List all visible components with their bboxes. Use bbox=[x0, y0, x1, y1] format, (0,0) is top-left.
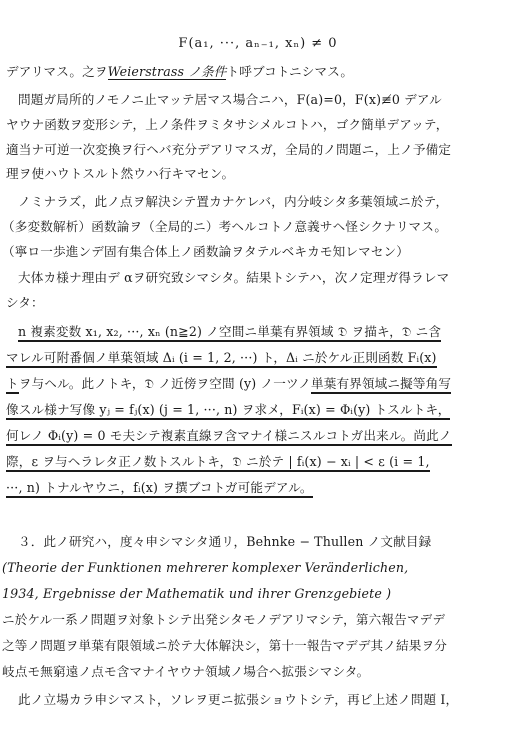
text-segment: 問題ガ局所的ノモノニ止マッテ居マス場合ニハ，F(a)=0，F(x)≢0 デアル bbox=[18, 92, 442, 107]
theorem-text: 際，ε ヲ与ヘラレタ正ノ数トスルトキ，𝔇 ニ於テ | fᵢ(x) − xᵢ | < ε (i = 1, bbox=[6, 454, 430, 472]
text-line bbox=[0, 162, 516, 186]
formula-text: F(a₁, ···, aₙ₋₁, xₙ) ≠ 0 bbox=[178, 36, 338, 51]
text-line bbox=[0, 660, 516, 684]
text-segment: ノミナラズ，此ノ点ヲ解決シテ置カナケレバ，内分岐シタ多葉領域ニ於テ， bbox=[18, 194, 449, 209]
formula-line bbox=[0, 32, 516, 56]
theorem-line bbox=[0, 372, 516, 396]
theorem-line bbox=[0, 450, 516, 474]
theorem-text: マレル可附番個ノ単葉領域 Δᵢ (i = 1, 2, ···) ト，Δᵢ ニ於ケル正則函数 Fᵢ(x) bbox=[6, 350, 437, 368]
text-line bbox=[0, 190, 516, 214]
text-line bbox=[0, 608, 516, 632]
theorem-line bbox=[0, 398, 516, 422]
text-line bbox=[0, 688, 516, 712]
text-segment: 大体カ様ナ理由デ αヲ研究致シマシタ。結果トシテハ，次ノ定理ガ得ラレマ bbox=[18, 270, 450, 285]
text-segment: 岐点モ無窮遠ノ点モ含マナイヤウナ領域ノ場合ヘ拡張シマシタ。 bbox=[2, 664, 370, 679]
text-line bbox=[0, 60, 516, 84]
text-segment: ３．此ノ研究ハ，度々申シマシタ通リ，Behnke − Thullen ノ文献目録 bbox=[18, 534, 432, 549]
text-segment: 之等ノ問題ヲ単葉有限領域ニ於テ大体解決シ，第十一報告マデデ其ノ結果ヲ分 bbox=[2, 638, 448, 653]
text-line bbox=[0, 634, 516, 658]
text-line bbox=[0, 88, 516, 112]
text-segment: 理ヲ使ハウトスルト然ウハ行キマセン。 bbox=[6, 166, 235, 181]
text-line bbox=[0, 138, 516, 162]
text-line bbox=[0, 215, 516, 239]
text-line bbox=[0, 291, 516, 315]
text-line bbox=[0, 530, 516, 554]
theorem-text: 単葉有界領域ニ擬等角写 bbox=[311, 376, 451, 394]
theorem-text: ···, n) トナルヤウニ，fᵢ(x) ヲ撰ブコトガ可能デアル。 bbox=[6, 480, 313, 498]
theorem-text: ヲ与ヘル。此ノトキ，𝔇 ノ近傍ヲ空間 (y) ノ一ツノ bbox=[18, 376, 311, 391]
text-line bbox=[0, 113, 516, 137]
theorem-text: 像スル様ナ写像 yⱼ = fⱼ(x) (j = 1, ···, n) ヲ求メ，Fᵢ(x) = Φᵢ(y) トスルトキ， bbox=[6, 402, 450, 420]
text-segment: ト呼ブコトニシマス。 bbox=[226, 64, 354, 79]
reference-text: 1934, Ergebnisse der Mathematik und ihrer Grenzgebiete ) bbox=[2, 586, 392, 601]
text-segment: デアリマス。之ヲ bbox=[6, 64, 108, 79]
theorem-text: 何レノ Φᵢ(y) = 0 モ夫シテ複素直線ヲ含マナイ様ニスルコトガ出来ル。尚此ノ bbox=[6, 428, 452, 446]
underlined-term: Weierstrass ノ条件 bbox=[107, 64, 227, 79]
text-line bbox=[0, 582, 516, 606]
theorem-line bbox=[0, 424, 516, 448]
theorem-line bbox=[0, 320, 516, 344]
text-segment: ニ於ケル一系ノ問題ヲ対象トシテ出発シタモノデアリマシテ，第六報告マデデ bbox=[2, 612, 446, 627]
text-segment: （多変数解析）函数論ヲ（全局的ニ）考ヘルコトノ意義サヘ怪シクナリマス。 bbox=[2, 219, 448, 234]
text-segment: シタ： bbox=[6, 295, 44, 310]
text-line bbox=[0, 556, 516, 580]
text-line bbox=[0, 240, 516, 264]
text-line bbox=[0, 266, 516, 290]
text-segment: （寧ロ一歩進ンデ固有集合体上ノ函数論ヲタテルベキカモ知レマセン） bbox=[2, 244, 410, 259]
reference-text: (Theorie der Funktionen mehrerer komplexer Veränderlichen, bbox=[2, 560, 409, 575]
theorem-line bbox=[0, 346, 516, 370]
theorem-text: n 複素変数 x₁, x₂, ···, xₙ (n≧2) ノ空間ニ単葉有界領域 𝔇 ヲ描キ，𝔇 ニ含 bbox=[18, 324, 441, 342]
text-segment: 適当ナ可逆一次変換ヲ行ヘバ充分デアリマスガ，全局的ノ問題ニ，上ノ予備定 bbox=[6, 142, 452, 157]
text-segment: 此ノ立場カラ申シマスト，ソレヲ更ニ拡張ショウトシテ，再ビ上述ノ問題 I， bbox=[18, 692, 459, 707]
theorem-text: ト bbox=[6, 376, 19, 394]
text-segment: ヤウナ函数ヲ変形シテ，上ノ条件ヲミタサシメルコトハ，ゴク簡単デアッテ， bbox=[6, 117, 449, 132]
theorem-line bbox=[0, 476, 516, 500]
